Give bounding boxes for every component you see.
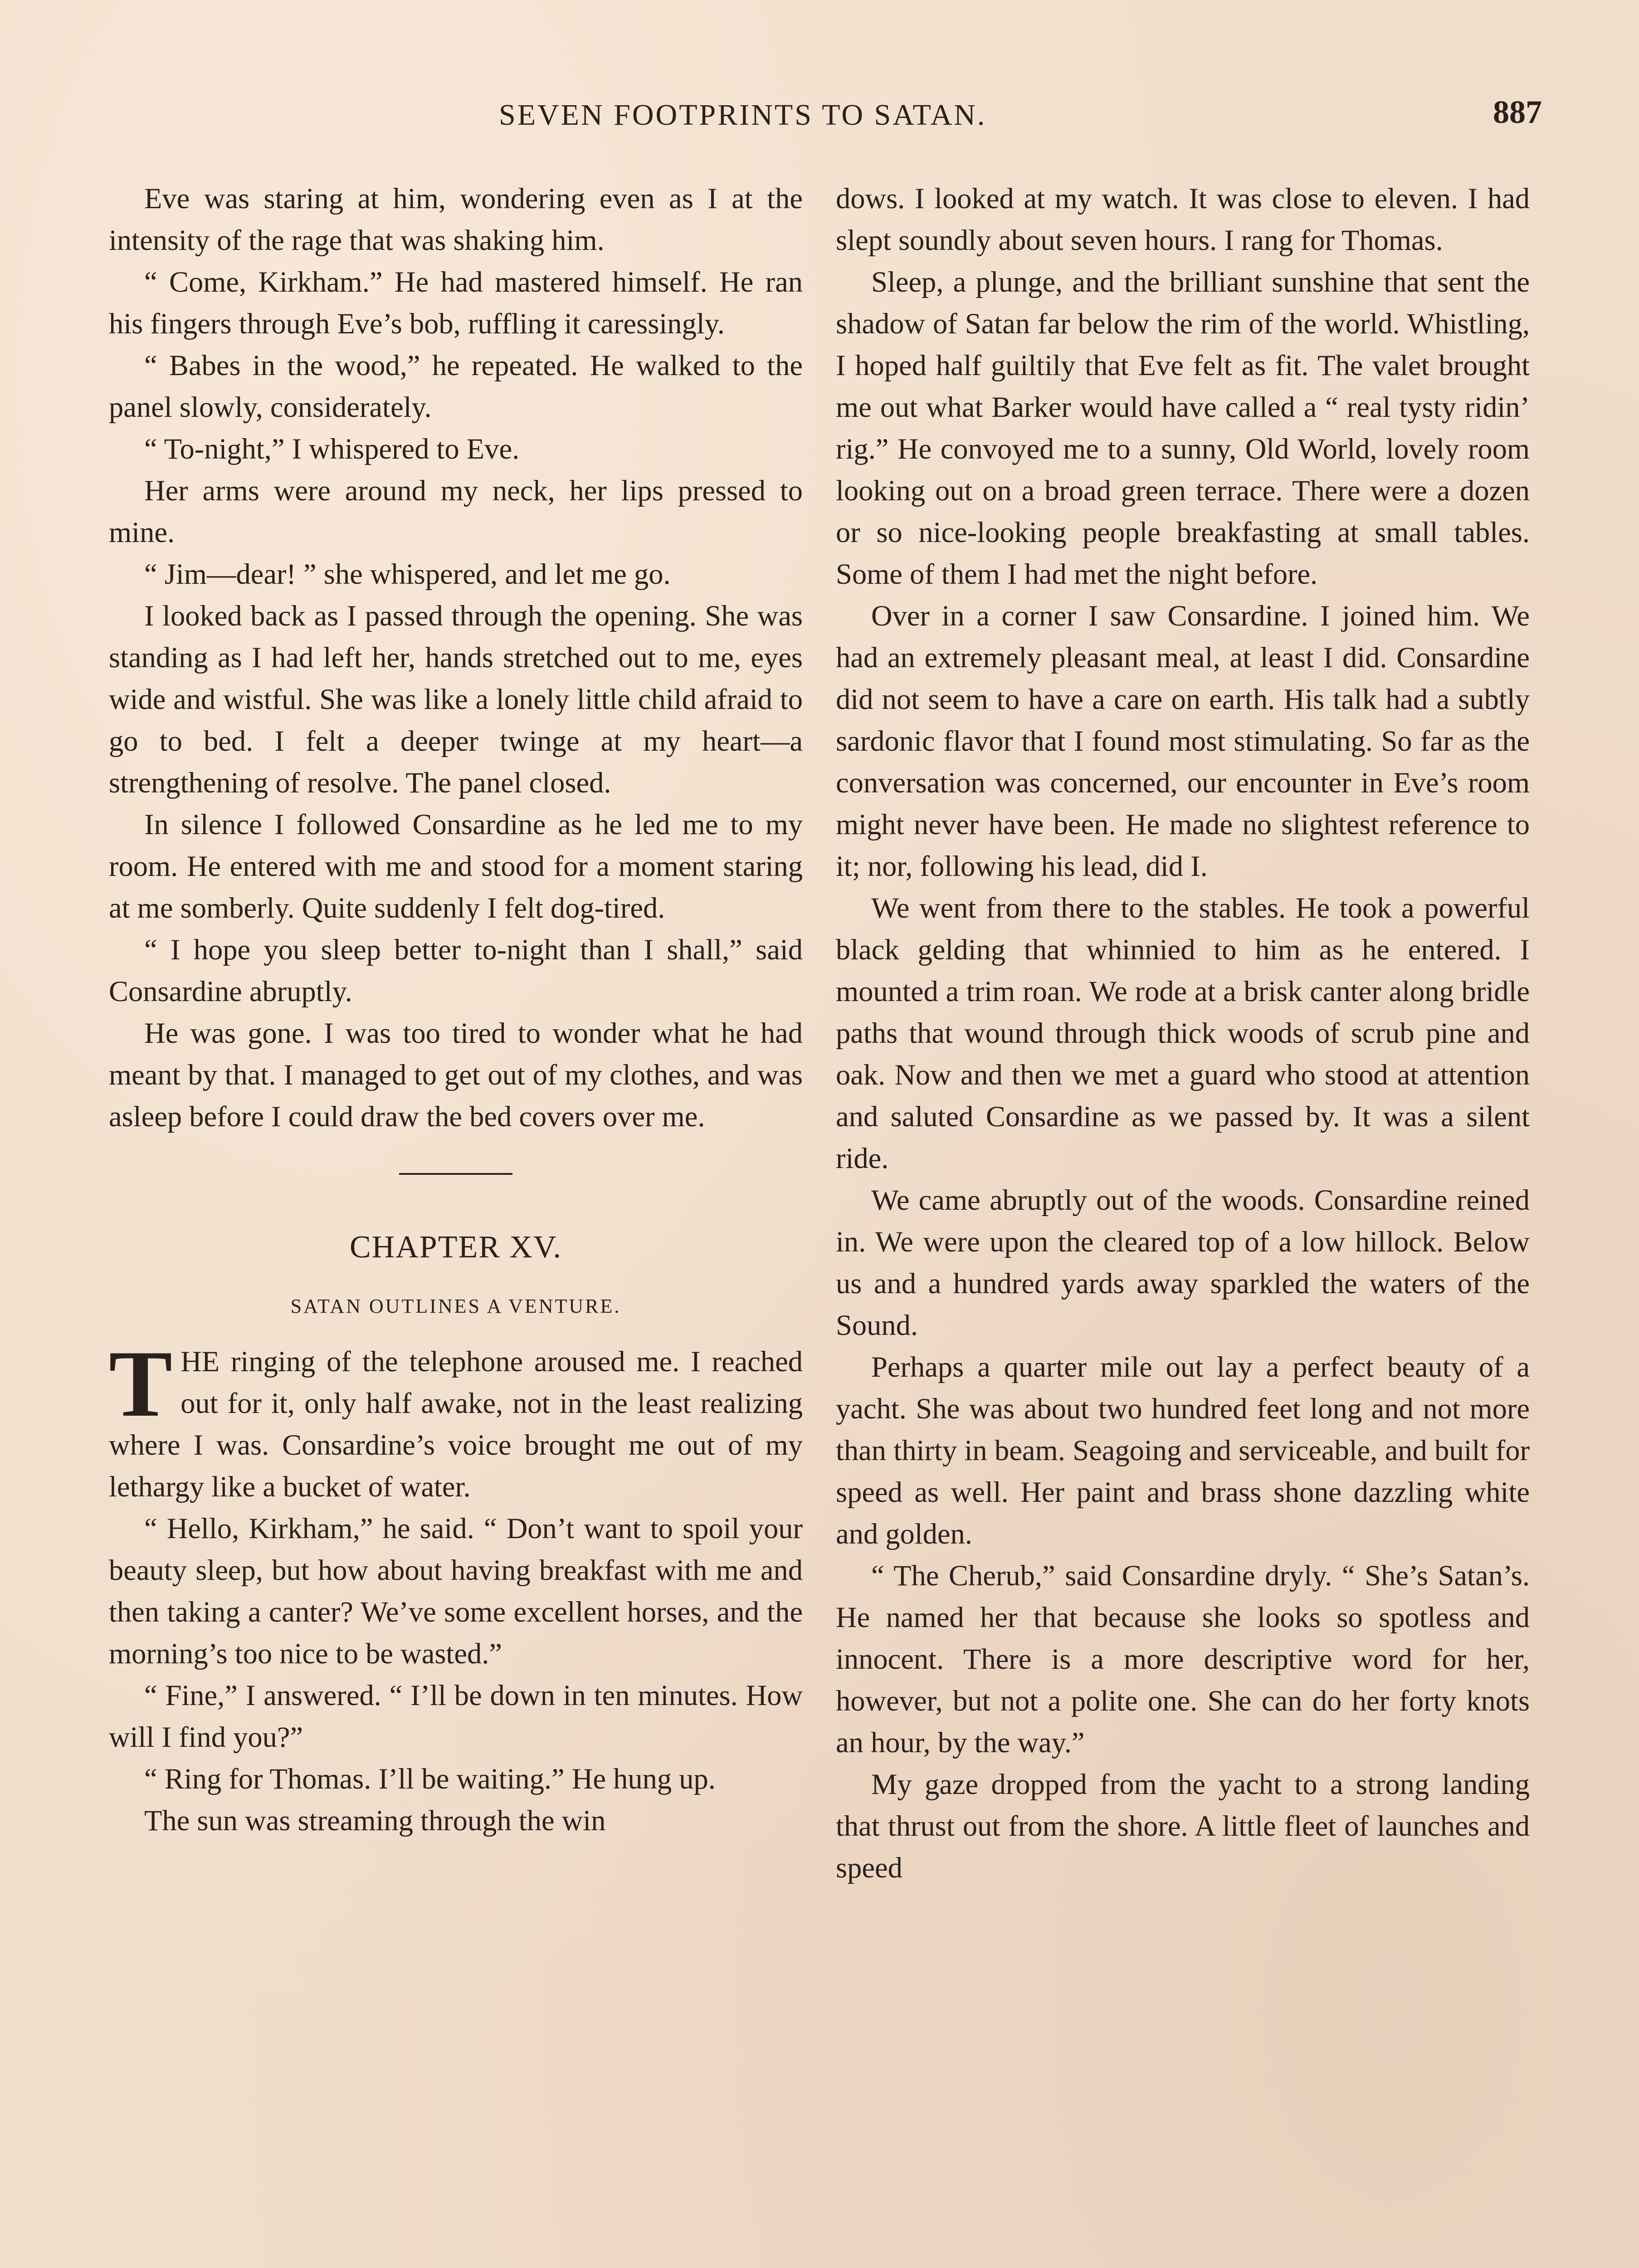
paragraph: Her arms were around my neck, her lips pressed to mine. [109, 474, 803, 548]
chapter-opening-paragraph [109, 1331, 803, 1508]
section-divider [399, 1173, 512, 1175]
drop-cap: T [109, 1331, 173, 1437]
paragraph: “ Babes in the wood,” he repeated. He walked to the panel slowly, considerately. [109, 349, 803, 423]
paragraph: We came abruptly out of the woods. Consardine reined in. We were upon the cleared top of a low hillock. Below us and a hundred yards away sparkled the waters of the Sound. [836, 1184, 1530, 1341]
opening-text: HE ringing of the telephone aroused me. I reached out for it, only half awake, not in the least realizing where I was. Consardine’s voice brought me out of my lethargy like a bucket of water. [109, 1345, 803, 1503]
paragraph-continuation: dows. I looked at my watch. It was close to eleven. I had slept soundly about seven hours. I rang for Thomas. [836, 182, 1530, 256]
left-column [109, 178, 803, 1842]
page-number: 887 [1493, 94, 1542, 130]
chapter-title: CHAPTER XV. [349, 1230, 562, 1265]
paragraph: My gaze dropped from the yacht to a strong landing that thrust out from the shore. A little fleet of launches and speed [836, 1768, 1530, 1884]
paragraph: The sun was streaming through the win [144, 1804, 606, 1837]
running-title: SEVEN FOOTPRINTS TO SATAN. [499, 98, 987, 132]
paragraph: “ The Cherub,” said Consardine dryly. “ She’s Satan’s. He named her that because she looks so spotless and innocent. There is a more descriptive word for her, however, but not a polite one. She can do her forty knots an hour, by the way.” [836, 1559, 1530, 1759]
paragraph: He was gone. I was too tired to wonder what he had meant by that. I managed to get out of my clothes, and was asleep before I could draw the bed covers over me. [109, 1017, 803, 1133]
paragraph: Over in a corner I saw Consardine. I joined him. We had an extremely pleasant meal, at least I did. Consardine did not seem to have a care on earth. His talk had a subtly sardonic flavor that I found most stimulating. So far as the conversation was concerned, our encounter in Eve’s room might never have been. He made no slightest reference to it; nor, following his lead, did I. [836, 600, 1530, 882]
paragraph: “ I hope you sleep better to-night than I shall,” said Consardine abruptly. [109, 934, 803, 1007]
paragraph: We went from there to the stables. He took a powerful black gelding that whinnied to him as he entered. I mounted a trim roan. We rode at a brisk canter along bridle paths that wound through thick woods of scrub pine and oak. Now and then we met a guard who stood at attention and saluted Consardine as we passed by. It was a silent ride. [836, 892, 1530, 1174]
paragraph: I looked back as I passed through the opening. She was standing as I had left her, hands stretched out to me, eyes wide and wistful. She was like a lonely little child afraid to go to bed. I felt a deeper twinge at my heart—a strengthening of resolve. The panel closed. [109, 600, 803, 799]
paragraph: “ Come, Kirkham.” He had mastered himself. He ran his fingers through Eve’s bob, ruffling it caressingly. [109, 266, 803, 340]
paragraph: Perhaps a quarter mile out lay a perfect beauty of a yacht. She was about two hundred feet long and not more than thirty in beam. Seagoing and serviceable, and built for speed as well. Her paint and brass shone dazzling white and golden. [836, 1351, 1530, 1550]
chapter-subtitle: SATAN OUTLINES A VENTURE. [290, 1295, 621, 1317]
paragraph: “ To-night,” I whispered to Eve. [144, 433, 520, 465]
paragraph: “ Hello, Kirkham,” he said. “ Don’t want to spoil your beauty sleep, but how about having breakfast with me and then taking a canter? We’ve some excellent horses, and the morning’s too nice to be wasted.” [109, 1512, 803, 1670]
paragraph: In silence I followed Consardine as he led me to my room. He entered with me and stood for a moment staring at me somberly. Quite suddenly I felt dog-tired. [109, 808, 803, 924]
paragraph: “ Jim—dear! ” she whispered, and let me go. [144, 558, 671, 590]
paragraph: “ Fine,” I answered. “ I’ll be down in ten minutes. How will I find you?” [109, 1679, 803, 1753]
paragraph: Sleep, a plunge, and the brilliant sunshine that sent the shadow of Satan far below the rim of the world. Whistling, I hoped half guiltily that Eve felt as fit. The valet brought me out what Barker would have called a “ real tysty ridin’ rig.” He convoyed me to a sunny, Old World, lovely room looking out on a broad green terrace. There were a dozen or so nice-looking people breakfasting at small tables. Some of them I had met the night before. [836, 266, 1530, 590]
paragraph: Eve was staring at him, wondering even as I at the intensity of the rage that was shaking him. [109, 182, 803, 256]
paragraph: “ Ring for Thomas. I’ll be waiting.” He hung up. [144, 1763, 716, 1795]
right-column [836, 178, 1530, 1889]
